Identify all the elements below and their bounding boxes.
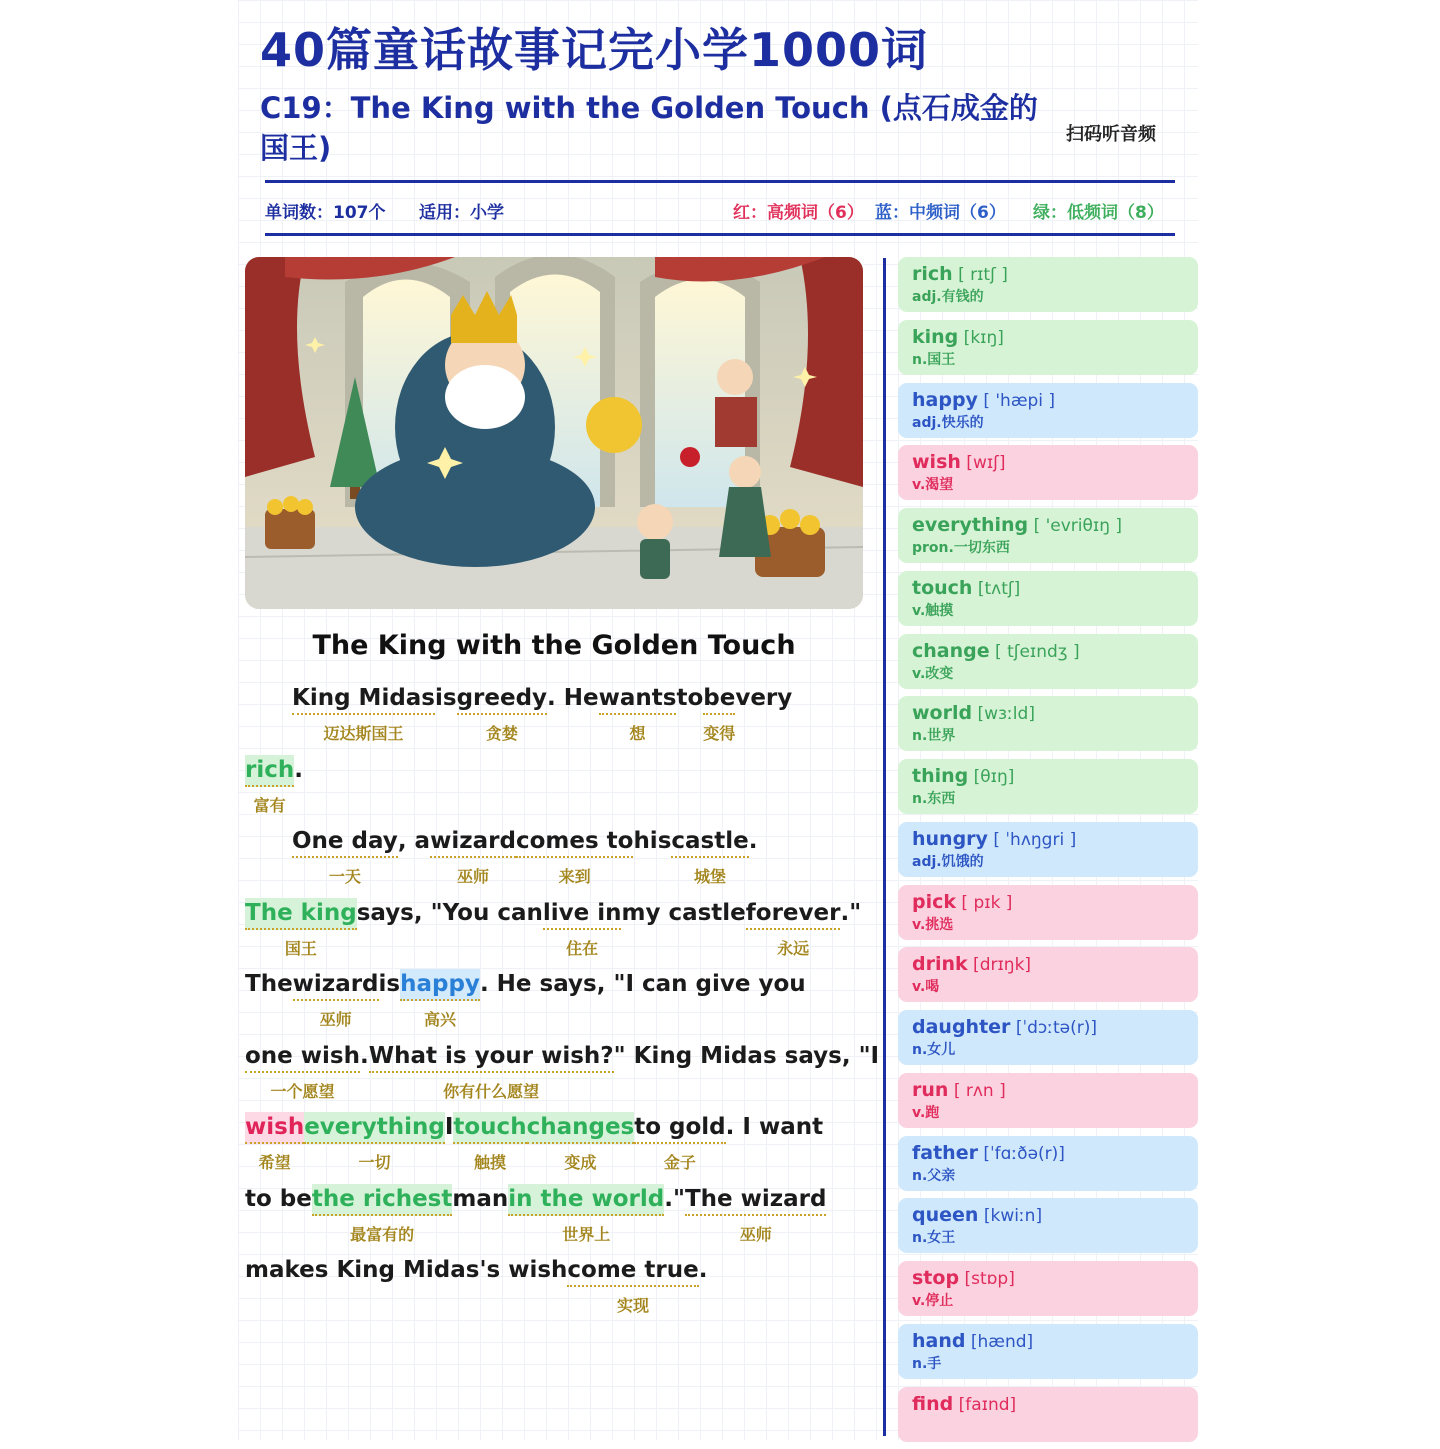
story-text: .: [698, 1257, 708, 1283]
vocab-word: hand [hænd]: [912, 1329, 1034, 1352]
story-text: " King Midas says, "I: [613, 1043, 880, 1069]
vocab-word: thing [θɪŋ]: [912, 765, 1015, 787]
story-text: .": [840, 900, 862, 926]
story-line-9: [245, 1255, 707, 1325]
vocab-meaning: v.挑选: [912, 916, 954, 933]
story-text: , a: [397, 828, 431, 854]
word-translation: 贪婪: [485, 724, 518, 743]
vocab-phonetic: [kɪŋ]: [958, 327, 1004, 348]
vocab-meaning: v.改变: [912, 665, 954, 682]
story-line-5: [245, 969, 806, 1039]
vocab-card-touch: [898, 571, 1198, 626]
vocab-phonetic: [wɪʃ]: [960, 453, 1006, 474]
vocab-word: hungry [ ˈhʌŋgri ]: [912, 827, 1077, 850]
vocab-word: pick [ pɪk ]: [912, 890, 1013, 913]
vocab-meaning: n.东西: [912, 791, 956, 807]
vocab-highlight-happy: happy 高兴: [400, 969, 480, 1001]
story-word: one wish 一个愿望: [245, 1041, 360, 1073]
vocab-phonetic: [tʌtʃ]: [972, 578, 1021, 599]
vocab-card-pick: [898, 885, 1198, 940]
vocab-highlight-wish: wish 希望: [245, 1112, 304, 1144]
vocab-highlight-everything: everything 一切: [304, 1112, 445, 1144]
vocab-card-world: [898, 696, 1198, 751]
vocab-card-happy: [898, 383, 1198, 438]
word-translation: 国王: [284, 939, 317, 958]
vocab-word: drink [drɪŋk]: [912, 953, 1032, 976]
story-text: .": [664, 1186, 685, 1212]
bottom-divider: [265, 233, 1175, 236]
vocab-highlight-king: The king 国王: [245, 898, 357, 930]
story-text: The: [245, 971, 293, 997]
vocab-word: rich [ rɪtʃ ]: [912, 263, 1008, 285]
king-midas-illustration: [245, 257, 863, 609]
story-text: . He: [547, 685, 599, 711]
story-text: . He says, "I can give you: [479, 971, 806, 997]
vocab-card-hungry: [898, 822, 1198, 877]
vocab-phonetic: [faɪnd]: [953, 1394, 1017, 1415]
vocab-word: run [ rʌn ]: [912, 1078, 1006, 1101]
word-translation: 来到: [558, 867, 591, 886]
vocab-highlight-richest: the richest 最富有的: [312, 1184, 453, 1216]
story-line-6: [245, 1041, 879, 1111]
qr-audio-label: 扫码听音频: [1066, 124, 1156, 145]
story-text: .: [748, 828, 758, 854]
vocab-meaning: n.父亲: [912, 1167, 956, 1184]
vocab-card-king: [898, 320, 1198, 375]
word-translation: 实现: [617, 1296, 650, 1315]
word-translation: 迈达斯国王: [323, 724, 404, 743]
page-title: 40篇童话故事记完小学1000词: [260, 23, 929, 77]
legend-low-frequency: 绿：低频词（8）: [1033, 203, 1164, 223]
vocab-phonetic: [ˈfɑːðə(r)]: [977, 1143, 1065, 1164]
vocab-divider: [883, 258, 886, 1436]
vocab-highlight-rich: rich 富有: [245, 755, 294, 787]
vocab-meaning: n.世界: [912, 728, 956, 745]
vocab-word: king [kɪŋ]: [912, 325, 1004, 348]
vocab-card-hand: [898, 1324, 1198, 1379]
word-translation: 永远: [777, 939, 810, 958]
story-word: come true 实现: [567, 1255, 698, 1287]
story-text: . I want: [725, 1114, 824, 1140]
story-word: forever 永远: [746, 898, 841, 930]
vocab-phonetic: [stɒp]: [959, 1269, 1015, 1289]
vocab-card-wish: [898, 445, 1198, 500]
word-translation: 触摸: [473, 1153, 506, 1172]
vocab-card-run: [898, 1073, 1198, 1128]
vocab-phonetic: [θɪŋ]: [968, 767, 1015, 787]
word-translation: 金子: [663, 1153, 696, 1172]
top-divider: [265, 180, 1175, 183]
word-translation: 城堡: [694, 867, 727, 886]
story-word: What is your wish? 你有什么愿望: [369, 1041, 614, 1073]
vocab-word: queen [kwiːn]: [912, 1204, 1043, 1227]
vocab-word: daughter [ˈdɔːtə(r)]: [912, 1016, 1097, 1038]
vocab-card-daughter: [898, 1010, 1198, 1065]
story-word: greedy 贪婪: [457, 683, 547, 715]
story-text: very: [735, 685, 793, 711]
vocab-meaning: v.触摸: [912, 602, 954, 619]
vocab-word: father [ˈfɑːðə(r)]: [912, 1141, 1065, 1164]
story-line-2: [245, 755, 303, 825]
word-translation: 变得: [703, 724, 736, 743]
story-text: is: [435, 685, 457, 711]
story-text: man: [452, 1186, 509, 1212]
vocab-card-thing: [898, 759, 1198, 814]
vocab-phonetic: [ rɪtʃ ]: [952, 265, 1008, 285]
story-text: I: [444, 1114, 454, 1140]
story-text: says, "You can: [356, 900, 543, 926]
story-text: his: [633, 828, 672, 854]
vocab-word: find [faɪnd]: [912, 1392, 1017, 1415]
story-word: to gold 金子: [634, 1112, 725, 1144]
word-translation: 巫师: [739, 1225, 772, 1244]
story-word: The wizard 巫师: [685, 1184, 827, 1216]
vocab-card-drink: [898, 947, 1198, 1002]
vocab-card-change: [898, 634, 1198, 689]
vocab-word: stop [stɒp]: [912, 1267, 1015, 1289]
story-word: wizard 巫师: [430, 826, 516, 858]
word-translation: 富有: [253, 796, 286, 815]
vocab-phonetic: [wɜːld]: [972, 704, 1035, 725]
word-translation: 一个愿望: [270, 1082, 335, 1101]
vocab-card-everything: [898, 508, 1198, 563]
word-count: 单词数：107个: [265, 203, 386, 223]
word-translation: 想: [629, 724, 646, 743]
story-text: makes King Midas's wish: [245, 1257, 568, 1283]
story-line-3: [292, 826, 757, 896]
vocab-phonetic: [ pɪk ]: [956, 892, 1013, 913]
vocab-card-stop: [898, 1261, 1198, 1316]
vocab-phonetic: [ 'evriθɪŋ ]: [1028, 516, 1123, 536]
word-translation: 你有什么愿望: [443, 1082, 540, 1101]
vocab-phonetic: [ˈdɔːtə(r)]: [1010, 1018, 1097, 1038]
word-translation: 高兴: [424, 1010, 457, 1029]
word-translation: 巫师: [319, 1010, 352, 1029]
story-word: wants 想: [599, 683, 677, 715]
story-word: be 变得: [703, 683, 735, 715]
story-text: is: [378, 971, 401, 997]
vocab-word: everything [ 'evriθɪŋ ]: [912, 514, 1123, 536]
story-line-7: [245, 1112, 823, 1182]
word-translation: 变成: [564, 1153, 597, 1172]
vocab-phonetic: [kwiːn]: [978, 1206, 1043, 1227]
vocab-word: change [ tʃeɪndʒ ]: [912, 639, 1080, 662]
story-title: The King with the Golden Touch: [312, 630, 796, 661]
vocab-meaning: n.女王: [912, 1230, 956, 1247]
vocab-meaning: v.停止: [912, 1293, 954, 1309]
vocab-card-find: [898, 1387, 1198, 1442]
vocab-phonetic: [drɪŋk]: [967, 955, 1032, 976]
story-word: comes to 来到: [516, 826, 634, 858]
vocab-meaning: adj.快乐的: [912, 414, 984, 431]
story-text: to be: [245, 1186, 312, 1212]
vocab-list: [898, 257, 1198, 1449]
story-line-1: [292, 683, 792, 753]
word-translation: 一切: [358, 1153, 391, 1172]
vocab-card-father: [898, 1136, 1198, 1191]
legend-high-frequency: 红：高频词（6）: [733, 203, 864, 223]
vocab-meaning: v.喝: [912, 979, 940, 996]
vocab-word: wish [wɪʃ]: [912, 451, 1006, 474]
story-text: my castle: [621, 900, 746, 926]
info-bar: [265, 198, 1175, 224]
vocab-phonetic: [hænd]: [965, 1331, 1034, 1352]
word-translation: 巫师: [456, 867, 490, 886]
legend-mid-frequency: 蓝：中频词（6）: [875, 203, 1006, 223]
story-illustration: [245, 257, 863, 609]
story-word: castle 城堡: [671, 826, 748, 858]
vocab-card-queen: [898, 1198, 1198, 1253]
word-translation: 希望: [258, 1153, 291, 1172]
vocab-word: happy [ 'hæpi ]: [912, 388, 1056, 411]
vocab-meaning: adj.有钱的: [912, 289, 984, 305]
vocab-word: world [wɜːld]: [912, 702, 1035, 725]
vocab-meaning: n.女儿: [912, 1042, 956, 1058]
story-line-4: [245, 898, 861, 968]
vocab-highlight-world: in the world 世界上: [508, 1184, 664, 1216]
vocab-highlight-changes: changes 变成: [527, 1112, 635, 1144]
word-translation: 住在: [566, 939, 599, 958]
vocab-meaning: v.跑: [912, 1104, 940, 1121]
level-label: 适用：小学: [419, 203, 504, 223]
vocab-phonetic: [ ˈhʌŋgri ]: [987, 829, 1077, 850]
story-text: .: [359, 1043, 369, 1069]
vocab-highlight-touch: touch 触摸: [453, 1112, 526, 1144]
vocab-phonetic: [ tʃeɪndʒ ]: [989, 641, 1080, 662]
word-translation: 一天: [328, 867, 361, 886]
vocab-meaning: pron.一切东西: [912, 540, 1010, 556]
word-translation: 世界上: [562, 1225, 611, 1244]
word-translation: 最富有的: [350, 1225, 415, 1244]
story-text: to: [676, 685, 704, 711]
vocab-meaning: n.手: [912, 1355, 942, 1372]
vocab-meaning: n.国王: [912, 351, 956, 368]
vocab-meaning: adj.饥饿的: [912, 853, 984, 870]
lesson-subtitle: C19：The King with the Golden Touch (点石成金的国王): [260, 91, 1038, 165]
story-line-8: [245, 1184, 826, 1254]
vocab-phonetic: [ 'hæpi ]: [977, 390, 1056, 411]
story-text: .: [294, 757, 303, 783]
vocab-word: touch [tʌtʃ]: [912, 576, 1021, 599]
story-word: wizard 巫师: [293, 969, 379, 1001]
story-word: King Midas 迈达斯国王: [292, 683, 435, 715]
story-word: live in 住在: [543, 898, 622, 930]
vocab-phonetic: [ rʌn ]: [948, 1080, 1006, 1101]
vocab-meaning: v.渴望: [912, 477, 954, 494]
vocab-card-rich: [898, 257, 1198, 312]
story-word: One day 一天: [292, 826, 398, 858]
